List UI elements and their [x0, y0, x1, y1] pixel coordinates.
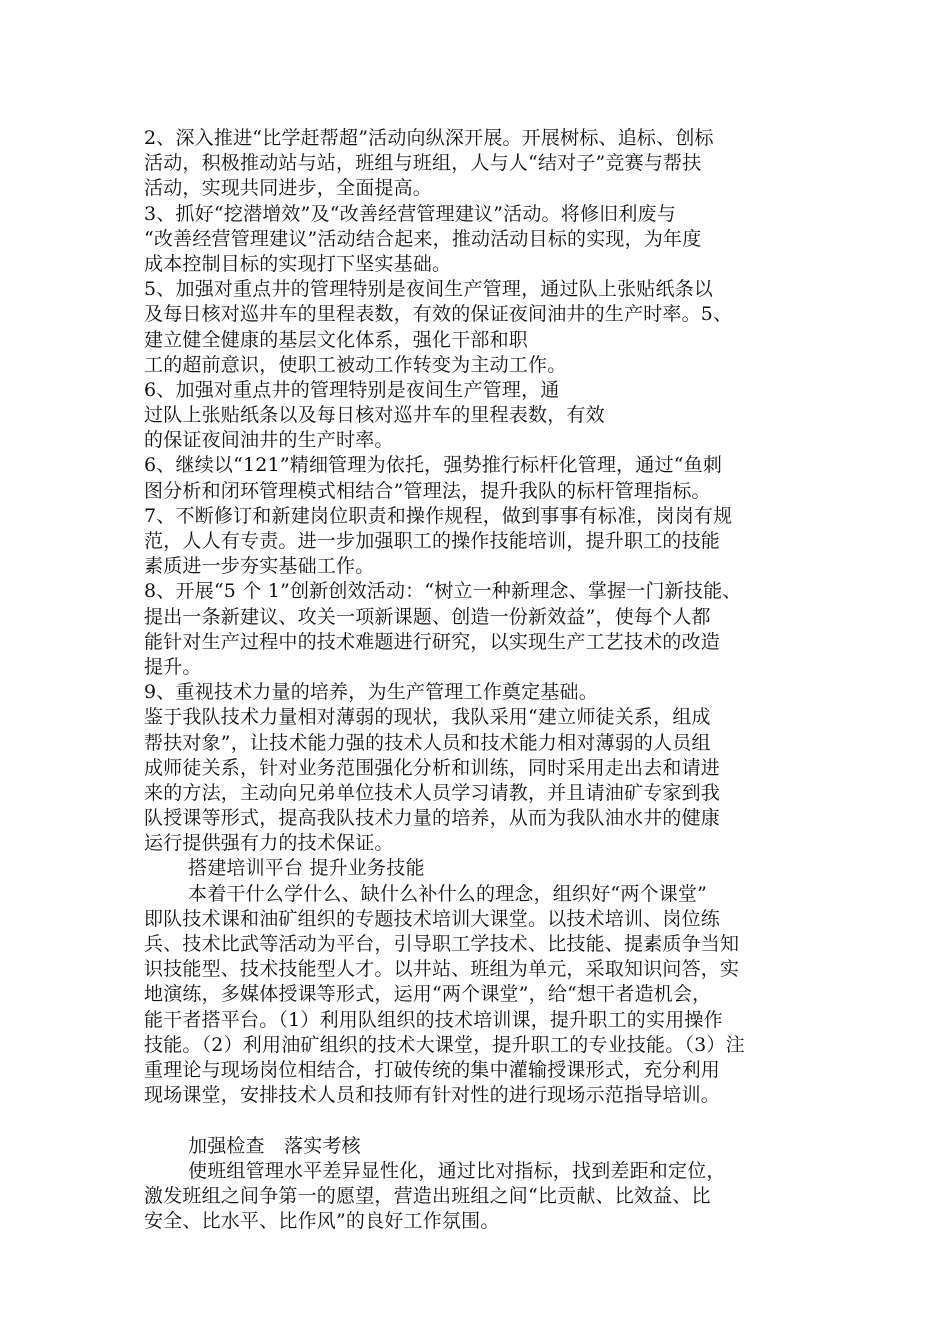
text-line: 使班组管理水平差异显性化，通过比对指标，找到差距和定位，: [188, 1159, 726, 1182]
text-line: 运行提供强有力的技术保证。: [144, 832, 394, 855]
text-line: 兵、技术比武等活动为平台，引导职工学技术、比技能、提素质争当知: [144, 933, 740, 955]
text-line: 7、不断修订和新建岗位职责和操作规程，做到事事有标准，岗岗有规: [144, 504, 733, 527]
text-line: 识技能型、技术技能型人才。以井站、班组为单元，采取知识问答，实: [144, 958, 740, 981]
text-line: 帮扶对象”，让技术能力强的技术人员和技术能力相对薄弱的人员组: [144, 731, 711, 754]
section-heading: 搭建培训平台 提升业务技能: [188, 857, 425, 880]
text-line: 安全、比水平、比作风”的良好工作氛围。: [144, 1210, 500, 1233]
blank-line: [144, 1108, 814, 1133]
section-heading: 加强检查 落实考核: [188, 1134, 361, 1157]
text-line: 的保证夜间油井的生产时率。: [144, 429, 394, 452]
text-line: “改善经营管理建议”活动结合起来，推动活动目标的实现，为年度: [144, 227, 702, 250]
text-line: 2、深入推进“比学赶帮超”活动向纵深开展。开展树标、追标、创标: [144, 127, 714, 149]
text-line: 3、抓好“挖潜增效”及“改善经营管理建议”活动。将修旧利废与: [144, 202, 676, 225]
text-line: 即队技术课和油矿组织的专题技术培训大课堂。以技术培训、岗位练: [144, 907, 721, 930]
text-line: 8、开展“5 个 1”创新创效活动：“树立一种新理念、掌握一门新技能、: [144, 580, 742, 603]
text-line: 图分析和闭环管理模式相结合”管理法，提升我队的标杆管理指标。: [144, 479, 711, 502]
text-line: 地演练，多媒体授课等形式，运用“两个课堂”，给“想干者造机会，: [144, 983, 712, 1006]
text-line: 及每日核对巡井车的里程表数，有效的保证夜间油井的生产时率。5、: [144, 303, 733, 326]
text-line: 能针对生产过程中的技术难题进行研究，以实现生产工艺技术的改造: [144, 630, 721, 653]
text-line: 能干者搭平台。（1）利用队组织的技术培训课，提升职工的实用操作: [144, 1008, 723, 1031]
text-line: 提出一条新建议、攻关一项新课题、创造一份新效益”，使每个人都: [144, 605, 711, 628]
text-line: 重理论与现场岗位相结合，打破传统的集中灌输授课形式，充分利用: [144, 1058, 721, 1081]
text-line: 活动，实现共同进步，全面提高。: [144, 177, 433, 200]
text-line: 提升。: [144, 655, 202, 678]
text-line: 成本控制目标的实现打下坚实基础。: [144, 252, 452, 275]
text-line: 成师徒关系，针对业务范围强化分析和训练，同时采用走出去和请进: [144, 756, 721, 779]
document-body: [144, 126, 814, 1234]
text-line: 技能。（2）利用油矿组织的技术大课堂，提升职工的专业技能。（3）注: [144, 1033, 745, 1056]
text-line: 素质进一步夯实基础工作。: [144, 555, 375, 578]
text-line: 6、加强对重点井的管理特别是夜间生产管理，通: [144, 378, 560, 401]
text-line: 6、继续以“121”精细管理为依托，强势推行标杆化管理，通过“鱼刺: [144, 454, 723, 477]
text-line: 建立健全健康的基层文化体系，强化干部和职: [144, 328, 529, 351]
text-line: 9、重视技术力量的培养，为生产管理工作奠定基础。: [144, 681, 598, 704]
text-line: 激发班组之间争第一的愿望，营造出班组之间“比贡献、比效益、比: [144, 1184, 711, 1207]
text-line: 工的超前意识，使职工被动工作转变为主动工作。: [144, 353, 567, 376]
text-line: 鉴于我队技术力量相对薄弱的现状，我队采用“建立师徒关系，组成: [144, 706, 711, 729]
text-line: 5、加强对重点井的管理特别是夜间生产管理，通过队上张贴纸条以: [144, 278, 714, 301]
text-line: 来的方法，主动向兄弟单位技术人员学习请教，并且请油矿专家到我: [144, 781, 721, 804]
text-line: 范，人人有专责。进一步加强职工的操作技能培训，提升职工的技能: [144, 530, 721, 552]
text-line: 活动，积极推动站与站，班组与班组，人与人“结对子”竞赛与帮扶: [144, 152, 702, 175]
text-line: 过队上张贴纸条以及每日核对巡井车的里程表数，有效: [144, 404, 605, 427]
text-line: 本着干什么学什么、缺什么补什么的理念，组织好“两个课堂”: [188, 882, 708, 905]
text-line: 现场课堂，安排技术人员和技师有针对性的进行现场示范指导培训。: [144, 1084, 721, 1107]
text-line: 队授课等形式，提高我队技术力量的培养，从而为我队油水井的健康: [144, 807, 721, 830]
